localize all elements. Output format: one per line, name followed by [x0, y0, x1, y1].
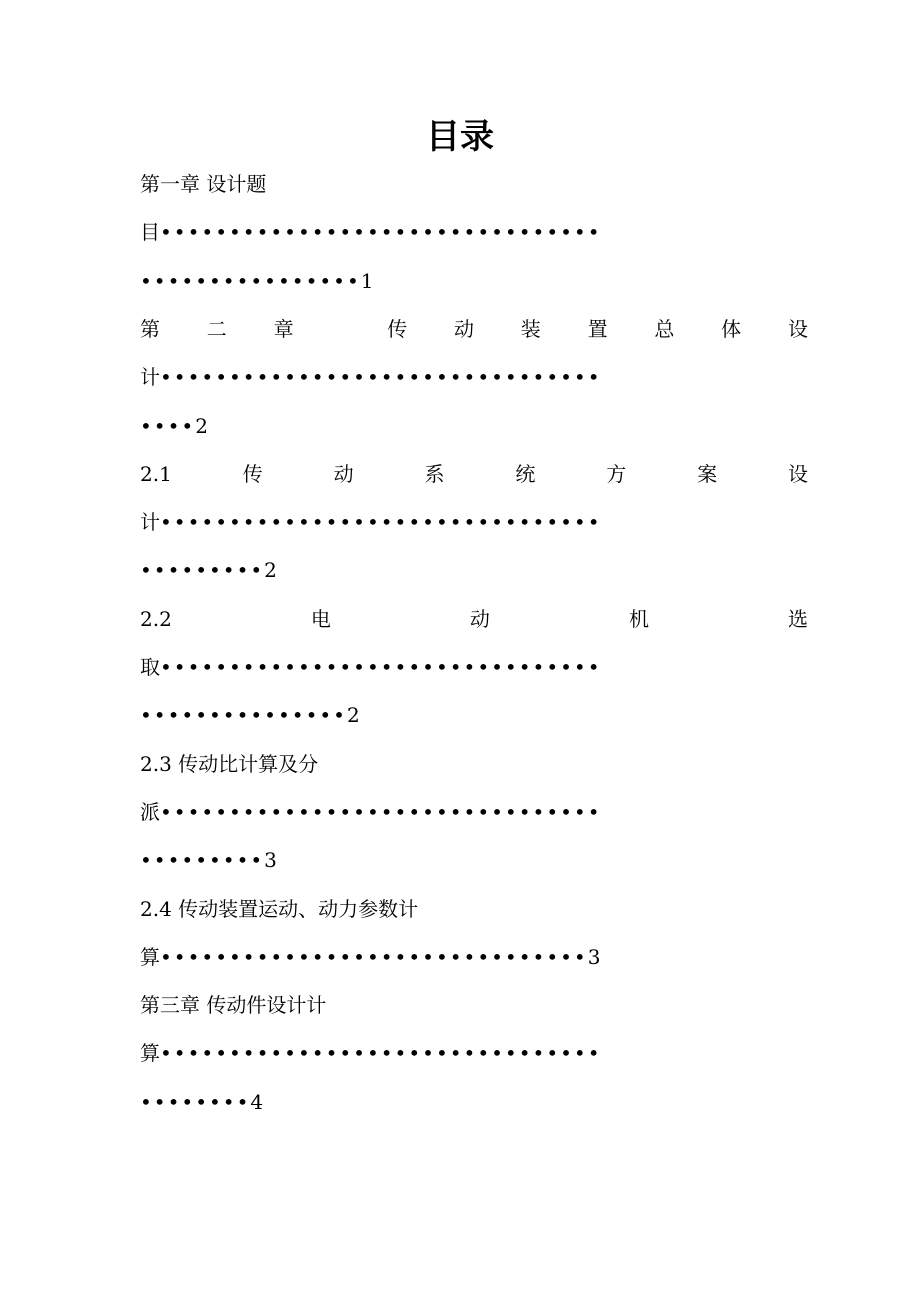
toc-line	[140, 842, 808, 878]
toc-entry-word: 第	[140, 317, 160, 341]
toc-entry-word: 置	[587, 317, 608, 341]
page-number: 3	[264, 848, 277, 872]
toc-entry-word: 选	[788, 607, 808, 631]
toc-entry-word: 体	[721, 317, 742, 341]
toc-line	[140, 456, 808, 492]
toc-entry-text: 计	[140, 365, 160, 389]
toc-line	[140, 939, 808, 975]
toc-entry-word: 统	[515, 462, 536, 486]
toc-entry-word: 机	[628, 607, 649, 631]
toc-line	[140, 649, 808, 685]
dot-leader: •••••••••	[140, 848, 265, 872]
toc-entry-word: 动	[333, 462, 354, 486]
toc-line	[140, 504, 808, 540]
page-number: 2	[195, 414, 208, 438]
dot-leader: ••••••••••••••••••••••••••••••••	[160, 220, 602, 244]
dot-leader: ••••••••	[140, 1090, 251, 1114]
toc-line	[140, 311, 808, 347]
dot-leader: •••••••••••••••••••••••••••••••	[160, 945, 588, 969]
toc-entry-text: 第三章 传动件设计计	[140, 993, 327, 1017]
toc-line	[140, 987, 808, 1023]
dot-leader: ••••••••••••••••••••••••••••••••	[160, 1041, 602, 1065]
toc-line	[140, 263, 808, 299]
page-number: 1	[360, 269, 374, 293]
toc-entry-word: 传	[387, 317, 408, 341]
toc-line	[140, 746, 808, 782]
toc-entry-word: 装	[520, 317, 541, 341]
toc-entry-word: 电	[310, 607, 331, 631]
toc-entry-word: 章	[273, 317, 294, 341]
dot-leader: ••••••••••••••••••••••••••••••••	[160, 510, 602, 534]
toc-entry-word: 设	[787, 462, 808, 486]
page-number: 2	[264, 558, 277, 582]
dot-leader: ••••••••••••••••••••••••••••••••	[160, 800, 602, 824]
toc-entry-word: 系	[424, 462, 445, 486]
toc-entry-word: 2.1	[140, 462, 172, 486]
toc-line	[140, 214, 808, 250]
dot-leader: ••••••••••••••••••••••••••••••••	[160, 655, 602, 679]
toc-entry-text: 目	[140, 220, 160, 244]
toc-line	[140, 601, 808, 637]
page-title: 目录	[426, 117, 494, 157]
page-number: 4	[250, 1090, 264, 1114]
toc-line	[140, 1084, 808, 1120]
toc-entry-word: 总	[654, 317, 675, 341]
toc-entry-text: 计	[140, 510, 160, 534]
page-number: 2	[346, 703, 360, 727]
toc-line	[140, 794, 808, 830]
toc-line	[140, 408, 808, 444]
toc-entry-text: 派	[140, 800, 160, 824]
dot-leader: •••••••••••••••	[140, 703, 347, 727]
toc-entry-text: 算	[140, 1041, 160, 1065]
toc-entry-word: 案	[697, 462, 718, 486]
dot-leader: •••••••••	[140, 558, 265, 582]
toc-entry-text: 取	[140, 655, 160, 679]
toc-entry-text: 2.4 传动装置运动、动力参数计	[140, 897, 419, 921]
toc-line	[140, 359, 808, 395]
toc-entry-word: 动	[469, 607, 490, 631]
toc-entry-text: 算	[140, 945, 160, 969]
toc-entry-word: 二	[206, 317, 227, 341]
toc-line	[140, 697, 808, 733]
toc-line	[140, 891, 808, 927]
toc-entry-text: 第一章 设计题	[140, 172, 267, 196]
toc-entry-word: 动	[453, 317, 474, 341]
toc-entry-text: 2.3 传动比计算及分	[140, 752, 319, 776]
dot-leader: ••••••••••••••••••••••••••••••••	[160, 365, 602, 389]
dot-leader: ••••	[140, 414, 196, 438]
toc-entry-word: 2.2	[140, 607, 172, 631]
toc-line	[140, 166, 808, 202]
toc-entry-word: 方	[606, 462, 627, 486]
toc-entry-word: 设	[787, 317, 808, 341]
toc-line	[140, 552, 808, 588]
dot-leader: ••••••••••••••••	[140, 269, 361, 293]
toc-entry-word: 传	[242, 462, 263, 486]
page-number: 3	[587, 945, 601, 969]
toc-line	[140, 1035, 808, 1071]
